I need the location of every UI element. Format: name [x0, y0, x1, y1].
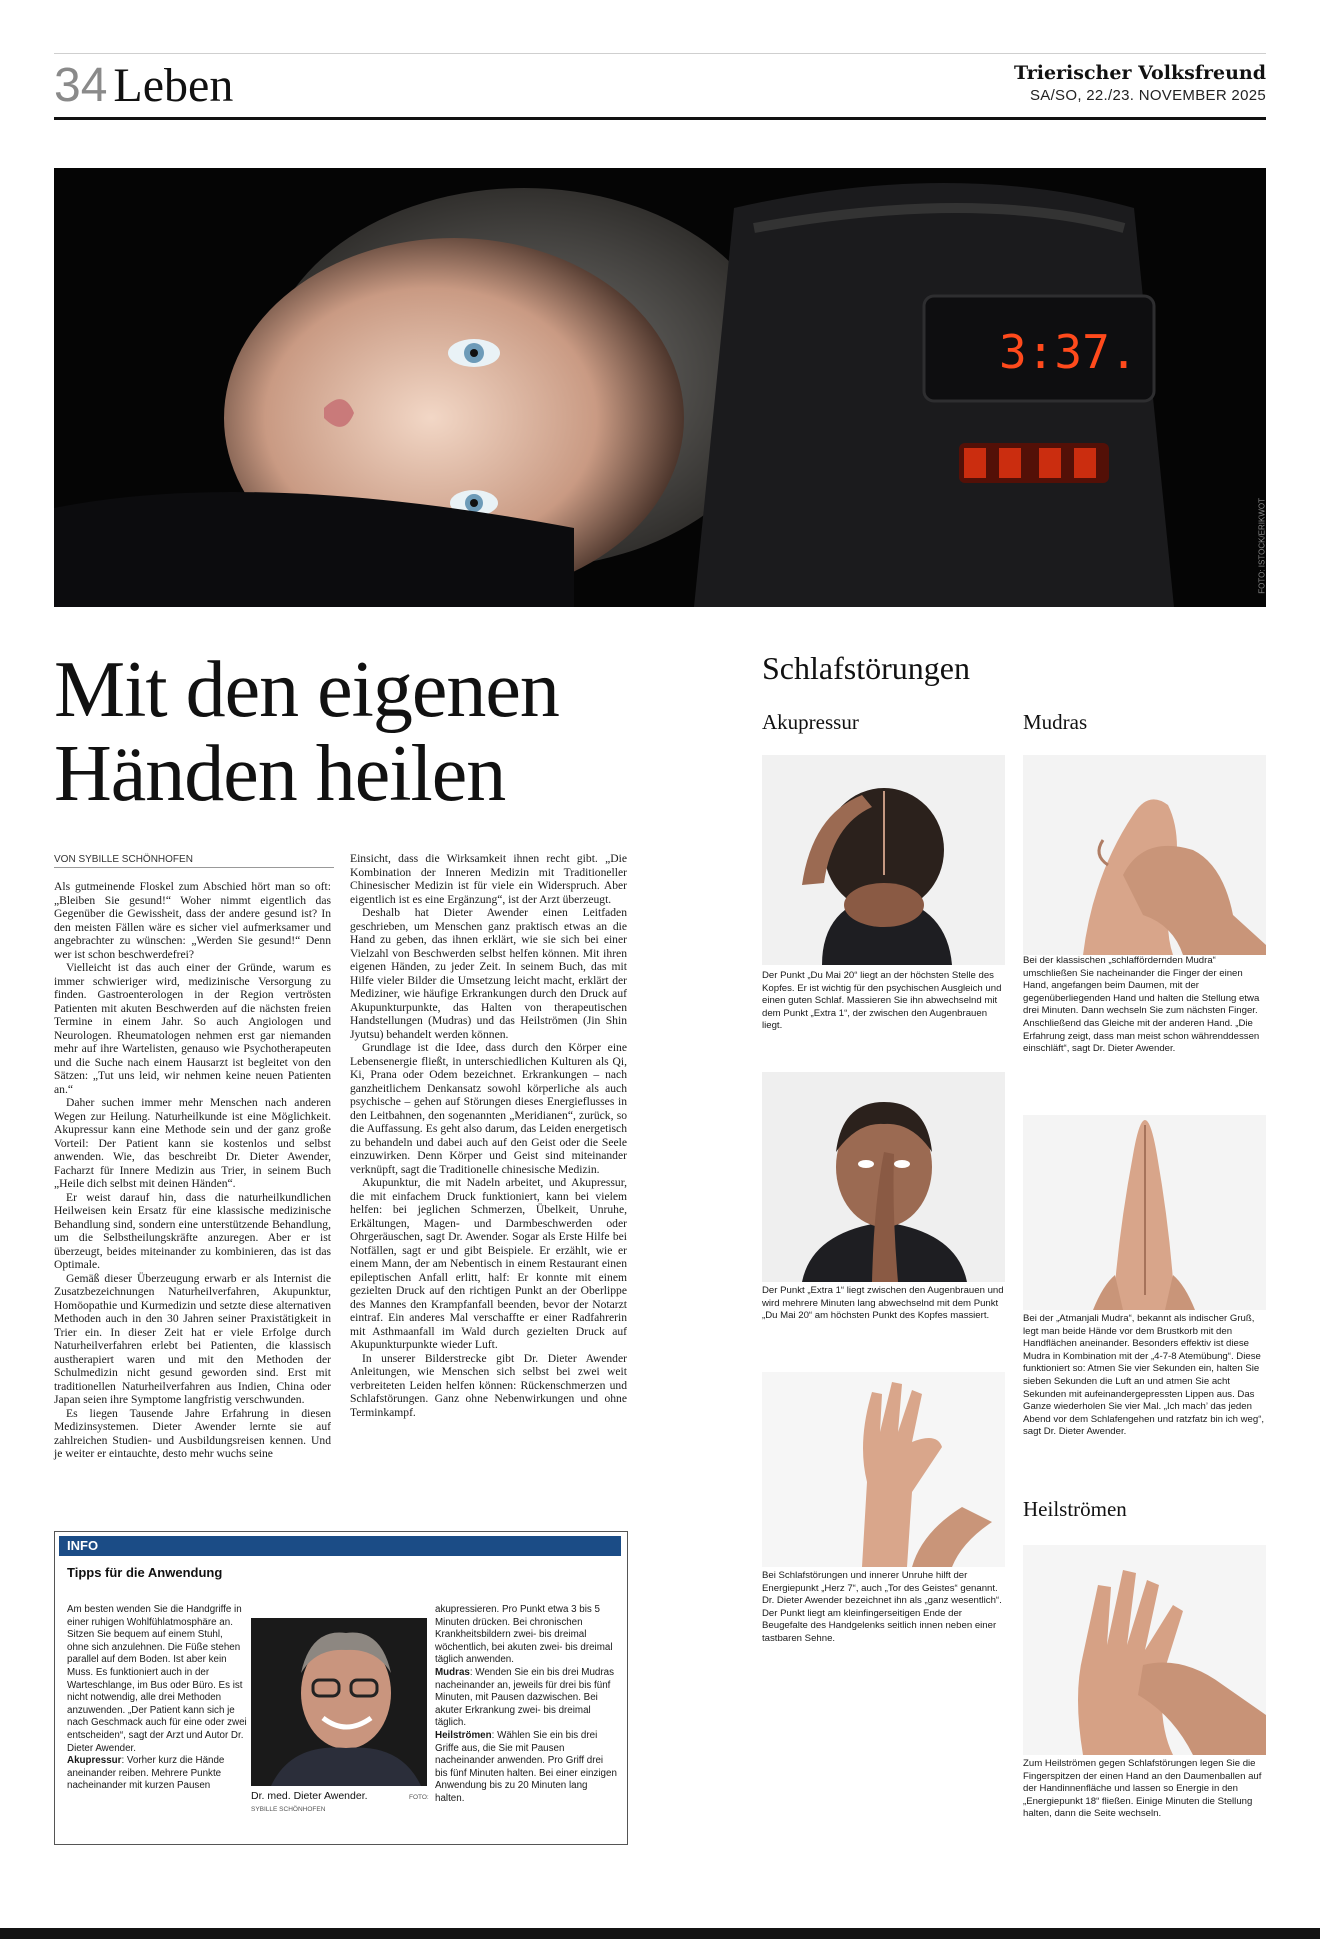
hero-photo-credit: FOTO: ISTOCK/ERIKWOT [1258, 498, 1267, 594]
caption-atmanjali-mudra: Bei der „Atmanjali Mudra“, bekannt als indischer Gruß, legt man beide Hände vor dem Brustkorb mit den Handflächen aneinander. Besonders effektiv ist diese Mudra in Kombination mit der „4-7-8 Atemübung“. Diese funktioniert so: Atmen Sie vier Sekunden ein, halten Sie sieben Sekunden die Luft an und atmen Sie acht Sekunden mit aufeinandergepressten Lippen aus. Das Ganze wiederholen Sie vier Mal. „Ich mach’ das jeden Abend vor dem Schlafengehen und ratzfatz bin ich weg“, sagt Dr. Dieter Awender. [1023, 1313, 1265, 1438]
paragraph: Es liegen Tausende Jahre Erfahrung in diesen Medizinsystemen. Dieter Awender lernte sie auf zahlreichen Studien- und Ausbildungsreisen kennen. Und je weiter er eintauchte, desto mehr wuchs seine [54, 1406, 331, 1460]
info-akupressur-cont: akupressieren. Pro Punkt etwa 3 bis 5 Minuten drücken. Bei chronischen Krankheitsbildern zwei- bis dreimal wöchentlich, bei akuten zwei- bis dreimal täglich anwenden. [435, 1604, 613, 1666]
paragraph: Daher suchen immer mehr Menschen nach anderen Wegen zur Heilung. Naturheilkunde ist eine Möglichkeit. Akupressur kann eine Methode sein und der ganz große Vorteil: Der Patient kann sie kostenlos und selbst anwenden. Wie, das beschreibt Dr. Dieter Awender, Facharzt für Innere Medizin aus Trier, in seinem Buch „Heile dich selbst mit deinen Händen“. [54, 1096, 331, 1190]
info-heil-text: : Wählen Sie ein bis drei Griffe aus, die Sie mit Pausen nacheinander anwenden. Pro Griff drei bis fünf Minuten halten. Bei einer einzigen Anwendung bis zu 20 Minuten lang halten. [435, 1729, 617, 1804]
info-intro: Am besten wenden Sie die Handgriffe in einer ruhigen Wohlfühlatmosphäre an. Sitzen Sie bequem auf einem Stuhl, ohne sich anzulehnen. Die Füße stehen parallel auf dem Boden. Ist aber kein Muss. Es funktioniert auch in der Warteschlange, im Bus oder Büro. Es ist nicht notwendig, alle drei Methoden anzuwenden. „Der Patient kann sich je nach Geschmack auch für eine oder zwei entscheiden“, sagt der Arzt und Autor Dr. Dieter Awender. [67, 1604, 247, 1754]
info-text-right [435, 1604, 617, 1806]
heilstroemen-heading: Heilströmen [1023, 1497, 1127, 1521]
publication-name: Trierischer Volksfreund [1013, 62, 1266, 84]
caption-herz-7: Bei Schlafstörungen und innerer Unruhe hilft der Energiepunkt „Herz 7“, auch „Tor des Geistes“ genannt. Dr. Dieter Awender bezeichnet ihn als „ganz wesentlich“. Der Punkt liegt am kleinfingerseitigen Ende der Beugefalte des Handgelenks seitlich innen neben einer tastbaren Sehne. [762, 1570, 1002, 1644]
paragraph: Vielleicht ist das auch einer der Gründe, warum es immer schwieriger wird, medizinische Versorgung zu finden. Gastroenterologen in der Region vertrösten Patienten mit akuten Beschwerden auf die nächsten freien Termine in einem Jahr. So auch Angiologen und Neurologen. Rheumatologen nehmen erst gar niemanden mehr auf ihre Wartelisten, genauso wie Psychotherapeuten und die Suche nach einem Hausarzt ist begleitet von den Sätzen: „Tut uns leid, wir nehmen keine neuen Patienten an.“ [54, 961, 331, 1096]
paragraph: Akupunktur, die mit Nadeln arbeitet, und Akupressur, die mit einfachem Druck funktioniert, kann bei vielem helfen: bei jeglichen Schmerzen, Übelkeit, Unruhe, Erkältungen, Magen- und Darmbeschwerden oder Ohrgeräuschen, sagt Dr. Awender. Sogar als Erste Hilfe bei Notfällen, sagt er und gibt Beispiele. Er erzählt, wie er einem Mann, der am Nebentisch in einem Restaurant einen epileptischen Anfall erlitt, half: Er konnte mit einem gezielten Druck auf den richtigen Punkt an der Oberlippe des Mannes den Krampfanfall beenden, bevor der Notarzt eintraf. Ein anderes Mal verschaffte er einer Radfahrerin mit Asthmaanfall im Wald durch gezielten Druck auf Akupunkturpunkte wieder Luft. [350, 1176, 627, 1351]
info-label: INFO [67, 1538, 99, 1553]
paragraph: Einsicht, dass die Wirksamkeit ihnen recht gibt. „Die Kombination der Inneren Medizin mit Traditioneller Chinesischer Medizin ist für viele ein Widerspruch. Aber eigentlich ist es eine Ergänzung“, ist der Arzt überzeugt. [350, 852, 627, 906]
info-label-bar [59, 1536, 621, 1556]
section-name: Leben [113, 59, 234, 112]
info-mudras-text: : Wenden Sie ein bis drei Mudras nacheinander an, jeweils für drei bis fünf Minuten, mit Pausen dazwischen. Bei akuter Erkrankung zwei- bis dreimal täglich. [435, 1666, 614, 1729]
akupressur-heading: Akupressur [762, 710, 859, 734]
paragraph: Deshalb hat Dieter Awender einen Leitfaden geschrieben, um Menschen ganz praktisch etwas an die Hand zu geben, das ihnen erklärt, wie sie sich bei einer Vielzahl von Beschwerden selbst helfen können. Mit ihren eigenen Händen, zu jeder Zeit. In seinem Buch, das mit Hilfe vieler Bilder die Umsetzung leicht macht, erklärt der Mediziner, wie häufige Erkrankungen durch den Druck auf Akupunkturpunkte, das Halten von therapeutischen Handstellungen (Mudras) und das Heilströmen (Jin Shin Jyutsu) behandelt werden können. [350, 906, 627, 1041]
photo-du-mai-20 [762, 755, 1005, 965]
photo-herz-7 [762, 1372, 1005, 1567]
hero-photo [54, 168, 1266, 607]
photo-heilstroemen [1023, 1545, 1266, 1755]
info-box [54, 1531, 628, 1845]
bottom-bar [0, 1928, 1320, 1939]
photo-atmanjali-mudra [1023, 1115, 1266, 1310]
clock-display: 3:37. [999, 325, 1138, 379]
issue-date: SA/SO, 22./23. NOVEMBER 2025 [1029, 87, 1266, 104]
photo-schlafmudra [1023, 755, 1266, 955]
photo-extra-1 [762, 1072, 1005, 1282]
caption-extra-1: Der Punkt „Extra 1“ liegt zwischen den Augenbrauen und wird mehrere Minuten lang abwechselnd mit dem Punkt „Du Mai 20“ am höchsten Punkt des Kopfes massiert. [762, 1285, 1004, 1322]
info-heil-label: Heilströmen [435, 1729, 492, 1741]
page-header-left [54, 58, 233, 114]
info-akupressur-label: Akupressur [67, 1755, 122, 1767]
author-portrait [251, 1618, 427, 1786]
article-column-1 [54, 880, 331, 1461]
mudras-heading: Mudras [1023, 710, 1088, 734]
portrait-foto-label: FOTO: [409, 1794, 429, 1801]
top-rule [54, 53, 1266, 54]
article-column-2 [350, 852, 627, 1419]
info-text-left [67, 1604, 247, 1793]
paragraph: Er weist darauf hin, dass die naturheilkundlichen Heilweisen kein Ersatz für eine klassische medizinische Behandlung sind, sondern eine unterstützende Behandlung, um die Selbstheilungskräfte anzuregen. Aber er ist überzeugt, beides miteinander zu kombinieren, das ist das Optimale. [54, 1190, 331, 1271]
headline-line-1: Mit den eigenen [54, 646, 559, 734]
paragraph: Als gutmeinende Floskel zum Abschied hört man so oft: „Bleiben Sie gesund!“ Woher nimmt eigentlich das Gegenüber die Gewissheit, dass der andere gesund ist? In den meisten Fällen wäre es sicher viel aufmerksamer und angebrachter zu wünschen: „Werden Sie gesund!“ Denn wer ist schon beschwerdefrei? [54, 880, 331, 961]
headline-line-2: Händen heilen [54, 730, 506, 818]
page-header-right [1014, 62, 1266, 104]
article-headline [54, 648, 714, 816]
caption-heilstroemen: Zum Heilströmen gegen Schlafstörungen legen Sie die Fingerspitzen der einen Hand an den Daumenballen auf der Handinnenfläche und lassen so Energie in den „Energiepunkt 18“ fließen. Einige Minuten die Stellung halten, dann die Seite wechseln. [1023, 1758, 1262, 1820]
info-akupressur-text: : Vorher kurz die Hände aneinander reiben. Mehrere Punkte nacheinander mit kurzen Pausen [67, 1755, 225, 1792]
paragraph: Gemäß dieser Überzeugung erwarb er als Internist die Zusatzbezeichnungen Naturheilverfahren, Akupunktur, Homöopathie und Kurmedizin und setzte diese alternativen Methoden auch in den 30 Jahren seiner Praxistätigkeit in Trier ein. In dieser Zeit hat er viele Erfolge durch Naturheilverfahren erlebt bei Patienten, die klassisch austherapiert waren und mit den Methoden der Schulmedizin nicht gesund geworden sind. Erst mit traditionellen Naturheilverfahren aus Indien, China oder Japan seien ihre Symptome langfristig verschwunden. [54, 1271, 331, 1406]
sidebar-title: Schlafstörungen [762, 650, 970, 686]
header-rule [54, 117, 1266, 120]
info-title: Tipps für die Anwendung [67, 1565, 223, 1580]
paragraph: In unserer Bilderstrecke gibt Dr. Dieter Awender Anleitungen, wie Menschen sich selbst bei zwei weit verbreiteten Leiden helfen können: Rückenschmerzen und Schlafstörungen. Ganz ohne Nebenwirkungen und ohne Terminkampf. [350, 1351, 627, 1419]
paragraph: Grundlage ist die Idee, dass durch den Körper eine Lebensenergie fließt, in unterschiedlichen Kulturen als Qi, Ki, Prana oder Odem bezeichnet. Erkrankungen – nach ganzheitlichem Denkansatz sowohl körperliche als auch psychische – gehen auf Störungen dieses Energieflusses in den Leitbahnen, den sogenannten „Meridianen“, zurück, so die Auffassung. Es geht also darum, das Leiden energetisch zu behandeln und dabei auch auf den Geist oder die Seele einzuwirken. Denn Körper und Geist sind miteinander verknüpft, sagt die Traditionelle chinesische Medizin. [350, 1041, 627, 1176]
portrait-caption: Dr. med. Dieter Awender. [251, 1790, 368, 1802]
page-number: 34 [54, 59, 108, 112]
info-mudras-label: Mudras [435, 1666, 470, 1678]
portrait-credit: SYBILLE SCHÖNHOFEN [251, 1806, 326, 1813]
caption-du-mai-20: Der Punkt „Du Mai 20“ liegt an der höchsten Stelle des Kopfes. Er ist wichtig für den psychischen Ausgleich und einen guten Schlaf. Massieren Sie ihn abwechselnd mit dem Punkt „Extra 1“, der zwischen den Augenbrauen liegt. [762, 970, 1002, 1032]
caption-schlafmudra: Bei der klassischen „schlaffördernden Mudra“ umschließen Sie nacheinander die Finger der einen Hand, angefangen beim Daumen, mit der gegenüberliegenden Hand und halten die Stellung etwa drei Minuten. Dann wechseln Sie zum nächsten Finger. Anschließend das Gleiche mit der anderen Hand. „Die Erfahrung zeigt, dass man meist schon währenddessen einschläft“, sagt Dr. Dieter Awender. [1023, 955, 1260, 1055]
byline: VON SYBILLE SCHÖNHOFEN [54, 854, 334, 868]
